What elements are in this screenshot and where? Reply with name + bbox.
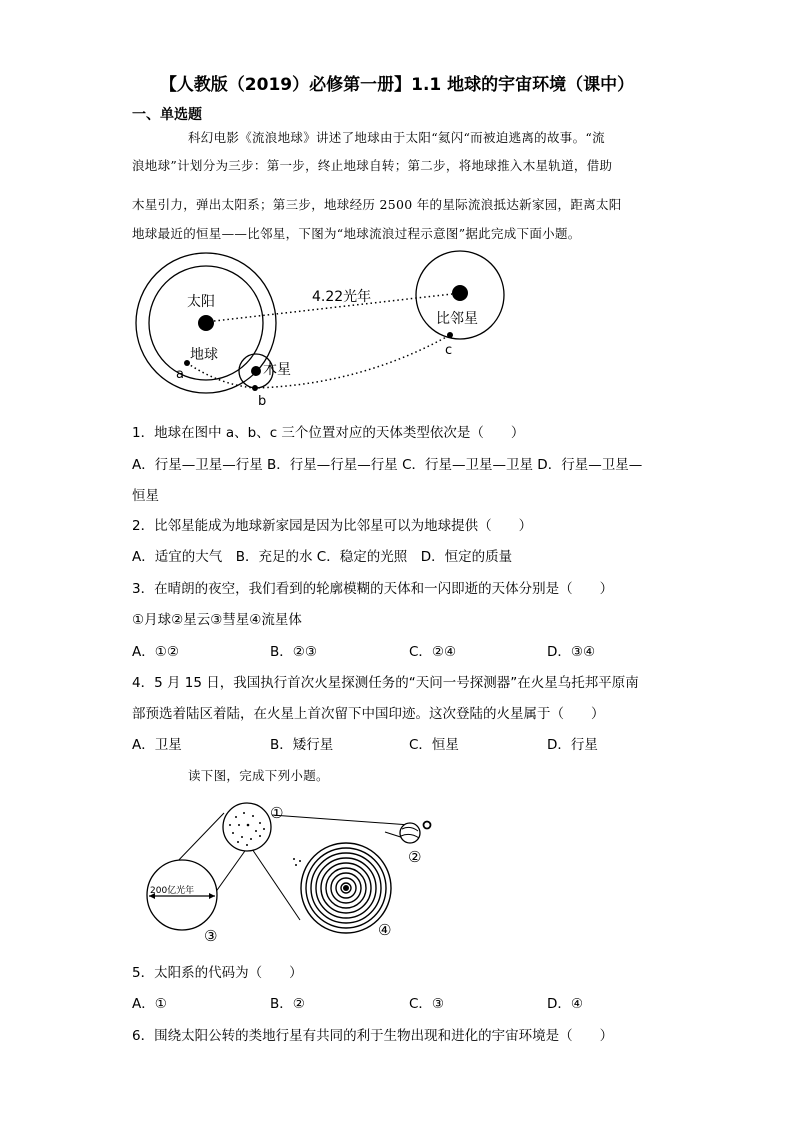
q3-option-d: D．③④ — [547, 644, 596, 660]
passage1-line2: 浪地球”计划分为三步：第一步，终止地球自转；第二步，将地球推入木星轨道，借助 — [132, 158, 613, 173]
fig2-label-2: ② — [408, 848, 422, 866]
point-b — [252, 385, 258, 391]
jupiter-label: 木星 — [263, 362, 291, 378]
point-c — [447, 332, 453, 338]
proxima-dot — [452, 285, 468, 301]
circle-2 — [400, 823, 420, 843]
q1-options-line2: 恒星 — [132, 488, 159, 504]
section-heading: 一、单选题 — [132, 107, 202, 123]
jupiter-dot — [251, 366, 261, 376]
passage1-line3: 木星引力，弹出太阳系；第三步，地球经历 2500 年的星际流浪抵达新家园，距离太阳 — [132, 197, 622, 212]
q4-stem-line2: 部预选着陆区着陆，在火星上首次留下中国印迹。这次登陆的火星属于（ ） — [132, 706, 605, 722]
q5-option-a: A．① — [132, 996, 167, 1012]
q3-option-c: C．②④ — [409, 644, 457, 660]
label-a: a — [176, 367, 184, 382]
q3-items: ①月球②星云③彗星④流星体 — [132, 612, 302, 628]
q1-options-line1: A．行星—卫星—行星 B．行星—行星—行星 C．行星—卫星—卫星 D．行星—卫星— — [132, 457, 643, 473]
passage1-line4: 地球最近的恒星——比邻星，下图为“地球流浪过程示意图”据此完成下面小题。 — [132, 226, 581, 241]
q5-option-d: D．④ — [547, 996, 583, 1012]
q1-stem: 1．地球在图中 a、b、c 三个位置对应的天体类型依次是（ ） — [132, 425, 525, 441]
q2-stem: 2．比邻星能成为地球新家园是因为比邻星可以为地球提供（ ） — [132, 518, 533, 534]
page-title: 【人教版（2019）必修第一册】1.1 地球的宇宙环境（课中） — [159, 75, 635, 95]
label-c: c — [445, 343, 453, 358]
q6-stem: 6．围绕太阳公转的类地行星有共同的利于生物出现和进化的宇宙环境是（ ） — [132, 1028, 614, 1044]
proxima-label: 比邻星 — [436, 311, 478, 327]
q5-stem: 5．太阳系的代码为（ ） — [132, 965, 303, 981]
q5-option-c: C．③ — [409, 996, 445, 1012]
wandering-path — [187, 335, 453, 388]
q3-option-b: B．②③ — [270, 644, 317, 660]
celestial-systems-diagram — [140, 795, 440, 947]
q4-option-d: D．行星 — [547, 737, 598, 753]
distance-label: 4.22光年 — [312, 289, 372, 305]
wandering-earth-diagram — [130, 245, 510, 415]
q3-stem: 3．在晴朗的夜空，我们看到的轮廓模糊的天体和一闪即逝的天体分别是（ ） — [132, 581, 614, 597]
q4-option-a: A．卫星 — [132, 737, 182, 753]
fig2-label-1: ① — [270, 804, 284, 822]
passage2: 读下图，完成下列小题。 — [188, 768, 329, 783]
q2-options: A．适宜的大气 B．充足的水 C．稳定的光照 D．恒定的质量 — [132, 549, 513, 565]
sun-dot — [198, 315, 214, 331]
q5-option-b: B．② — [270, 996, 305, 1012]
q4-option-b: B．矮行星 — [270, 737, 334, 753]
q4-option-c: C．恒星 — [409, 737, 459, 753]
q3-option-a: A．①② — [132, 644, 179, 660]
fig2-label-4: ④ — [378, 921, 392, 939]
fig2-diameter: 200亿光年 — [150, 886, 195, 896]
sun-label: 太阳 — [187, 294, 215, 310]
passage1-line1: 科幻电影《流浪地球》讲述了地球由于太阳“氦闪“而被迫逃离的故事。“流 — [188, 130, 605, 145]
q4-stem-line1: 4．5 月 15 日，我国执行首次火星探测任务的“天问一号探测器”在火星乌托邦平原南 — [132, 675, 639, 691]
fig2-label-3: ③ — [204, 927, 218, 945]
circle-1 — [223, 803, 271, 851]
label-b: b — [258, 394, 267, 409]
earth-label: 地球 — [190, 347, 218, 363]
